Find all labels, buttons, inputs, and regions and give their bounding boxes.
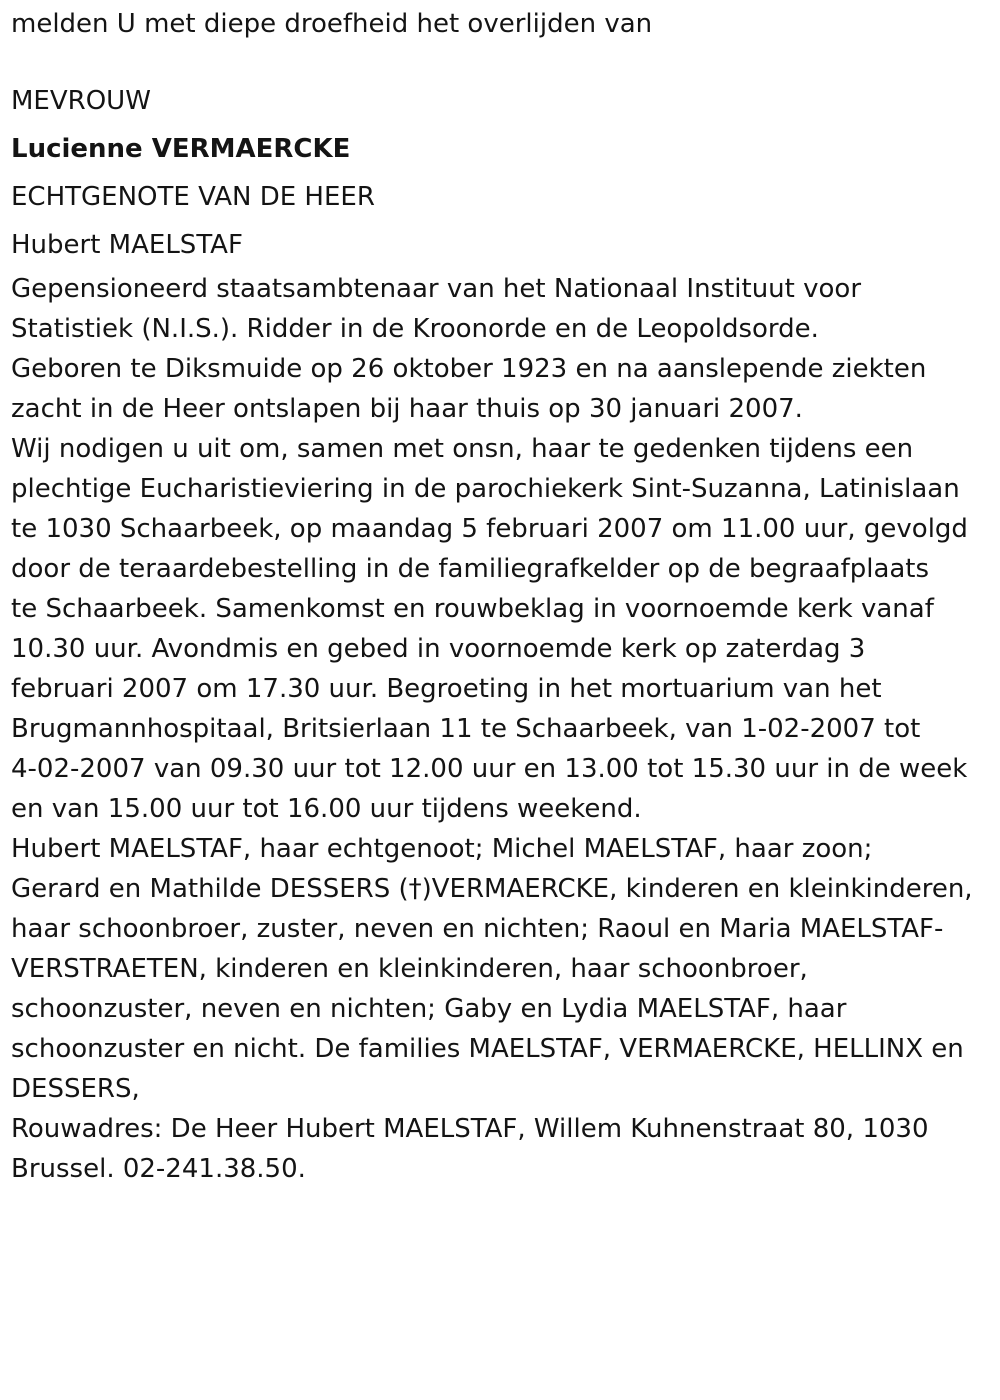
birth-paragraph	[11, 349, 991, 429]
paragraph-line: februari 2007 om 17.30 uur. Begroeting in het mortuarium van het	[11, 674, 882, 704]
paragraph-line: te 1030 Schaarbeek, op maandag 5 februari 2007 om 11.00 uur, gevolgd	[11, 514, 968, 544]
paragraph-line: zacht in de Heer ontslapen bij haar thuis op 30 januari 2007.	[11, 394, 803, 424]
paragraph-line: VERSTRAETEN, kinderen en kleinkinderen, haar schoonbroer,	[11, 954, 808, 984]
paragraph-line: schoonzuster en nicht. De families MAELSTAF, VERMAERCKE, HELLINX en	[11, 1034, 964, 1064]
relation-text: ECHTGENOTE VAN DE HEER	[11, 182, 375, 212]
paragraph-line: Wij nodigen u uit om, samen met onsn, haar te gedenken tijdens een	[11, 434, 914, 464]
deceased-title: MEVROUW	[11, 86, 151, 116]
deceased-block	[11, 77, 991, 269]
paragraph-line: Hubert MAELSTAF, haar echtgenoot; Michel MAELSTAF, haar zoon;	[11, 834, 873, 864]
paragraph-line: 10.30 uur. Avondmis en gebed in voornoemde kerk op zaterdag 3	[11, 634, 866, 664]
obituary-notice	[11, 4, 991, 1189]
paragraph-line: haar schoonbroer, zuster, neven en nichten; Raoul en Maria MAELSTAF-	[11, 914, 944, 944]
paragraph-line: Geboren te Diksmuide op 26 oktober 1923 en na aanslepende ziekten	[11, 354, 927, 384]
deceased-name: Lucienne VERMAERCKE	[11, 134, 351, 164]
paragraph-line: DESSERS,	[11, 1074, 140, 1104]
paragraph-line: Brussel. 02-241.38.50.	[11, 1154, 306, 1184]
paragraph-line: Brugmannhospitaal, Britsierlaan 11 te Schaarbeek, van 1-02-2007 tot	[11, 714, 921, 744]
family-paragraph	[11, 829, 991, 1109]
paragraph-line: 4-02-2007 van 09.30 uur tot 12.00 uur en 13.00 tot 15.30 uur in de week	[11, 754, 968, 784]
career-paragraph	[11, 269, 991, 349]
paragraph-line: te Schaarbeek. Samenkomst en rouwbeklag in voornoemde kerk vanaf	[11, 594, 934, 624]
paragraph-line: en van 15.00 uur tot 16.00 uur tijdens weekend.	[11, 794, 642, 824]
paragraph-line: Statistiek (N.I.S.). Ridder in de Kroonorde en de Leopoldsorde.	[11, 314, 819, 344]
paragraph-line: Gerard en Mathilde DESSERS (†)VERMAERCKE, kinderen en kleinkinderen,	[11, 874, 973, 904]
intro-text: melden U met diepe droefheid het overlijden van	[11, 9, 653, 39]
paragraph-line: Rouwadres: De Heer Hubert MAELSTAF, Willem Kuhnenstraat 80, 1030	[11, 1114, 929, 1144]
address-paragraph	[11, 1109, 991, 1189]
spouse-name: Hubert MAELSTAF	[11, 230, 243, 260]
paragraph-line: plechtige Eucharistieviering in de parochiekerk Sint-Suzanna, Latinislaan	[11, 474, 960, 504]
paragraph-line: door de teraardebestelling in de familiegrafkelder op de begraafplaats	[11, 554, 930, 584]
paragraph-line: schoonzuster, neven en nichten; Gaby en Lydia MAELSTAF, haar	[11, 994, 847, 1024]
ceremony-paragraph	[11, 429, 991, 829]
paragraph-line: Gepensioneerd staatsambtenaar van het Nationaal Instituut voor	[11, 274, 862, 304]
